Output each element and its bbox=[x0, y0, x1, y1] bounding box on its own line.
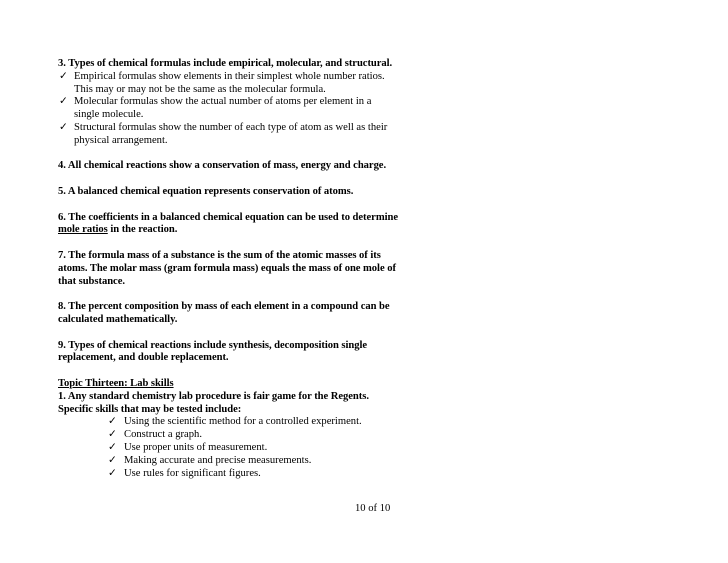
section-7: 7. The formula mass of a substance is the sum of the atomic masses of its atoms. The molar mass (gram formula mass) equals the mass of one mole of that substance. bbox=[58, 249, 396, 287]
page-number: 10 of 10 bbox=[355, 503, 391, 514]
checkmark-icon: ✓ bbox=[108, 416, 117, 428]
checkmark-icon: ✓ bbox=[108, 454, 117, 466]
section-3-item: ✓ Structural formulas show the number of each type of atom as well as their physical arrangement. bbox=[59, 121, 388, 146]
topic-13-title: Topic Thirteen: Lab skills bbox=[58, 377, 174, 389]
section-3-heading: 3. Types of chemical formulas include empirical, molecular, and structural. bbox=[58, 58, 393, 69]
checkmark-icon: ✓ bbox=[59, 96, 68, 108]
checkmark-icon: ✓ bbox=[59, 121, 68, 133]
checkmark-icon: ✓ bbox=[108, 429, 117, 441]
topic-13-intro: 1. Any standard chemistry lab procedure is fair game for the Regents. Specific skills that may be tested include: bbox=[58, 390, 369, 415]
skill-item: ✓ Making accurate and precise measurements. bbox=[108, 454, 312, 466]
section-5: 5. A balanced chemical equation represents conservation of atoms. bbox=[58, 185, 354, 197]
checkmark-icon: ✓ bbox=[59, 70, 68, 82]
section-8: 8. The percent composition by mass of each element in a compound can be calculated mathematically. bbox=[58, 301, 390, 325]
skill-item: ✓ Use proper units of measurement. bbox=[108, 441, 268, 453]
section-9: 9. Types of chemical reactions include synthesis, decomposition single replacement, and double replacement. bbox=[58, 339, 368, 364]
skill-item: ✓ Construct a graph. bbox=[108, 429, 202, 441]
section-3-item: ✓ Molecular formulas show the actual number of atoms per element in a single molecule. bbox=[59, 96, 372, 121]
document-body bbox=[58, 58, 398, 480]
section-6: 6. The coefficients in a balanced chemical equation can be used to determine mole ratios in the reaction. bbox=[58, 211, 398, 236]
checkmark-icon: ✓ bbox=[108, 441, 117, 453]
checkmark-icon: ✓ bbox=[108, 467, 117, 479]
skill-item: ✓ Use rules for significant figures. bbox=[108, 467, 261, 479]
section-3-item: ✓ Empirical formulas show elements in their simplest whole number ratios. This may or may not be the same as the molecular formula. bbox=[59, 70, 385, 95]
mole-ratios-term: mole ratios bbox=[58, 224, 108, 236]
section-4: 4. All chemical reactions show a conservation of mass, energy and charge. bbox=[58, 160, 387, 172]
skill-item: ✓ Using the scientific method for a controlled experiment. bbox=[108, 416, 362, 428]
